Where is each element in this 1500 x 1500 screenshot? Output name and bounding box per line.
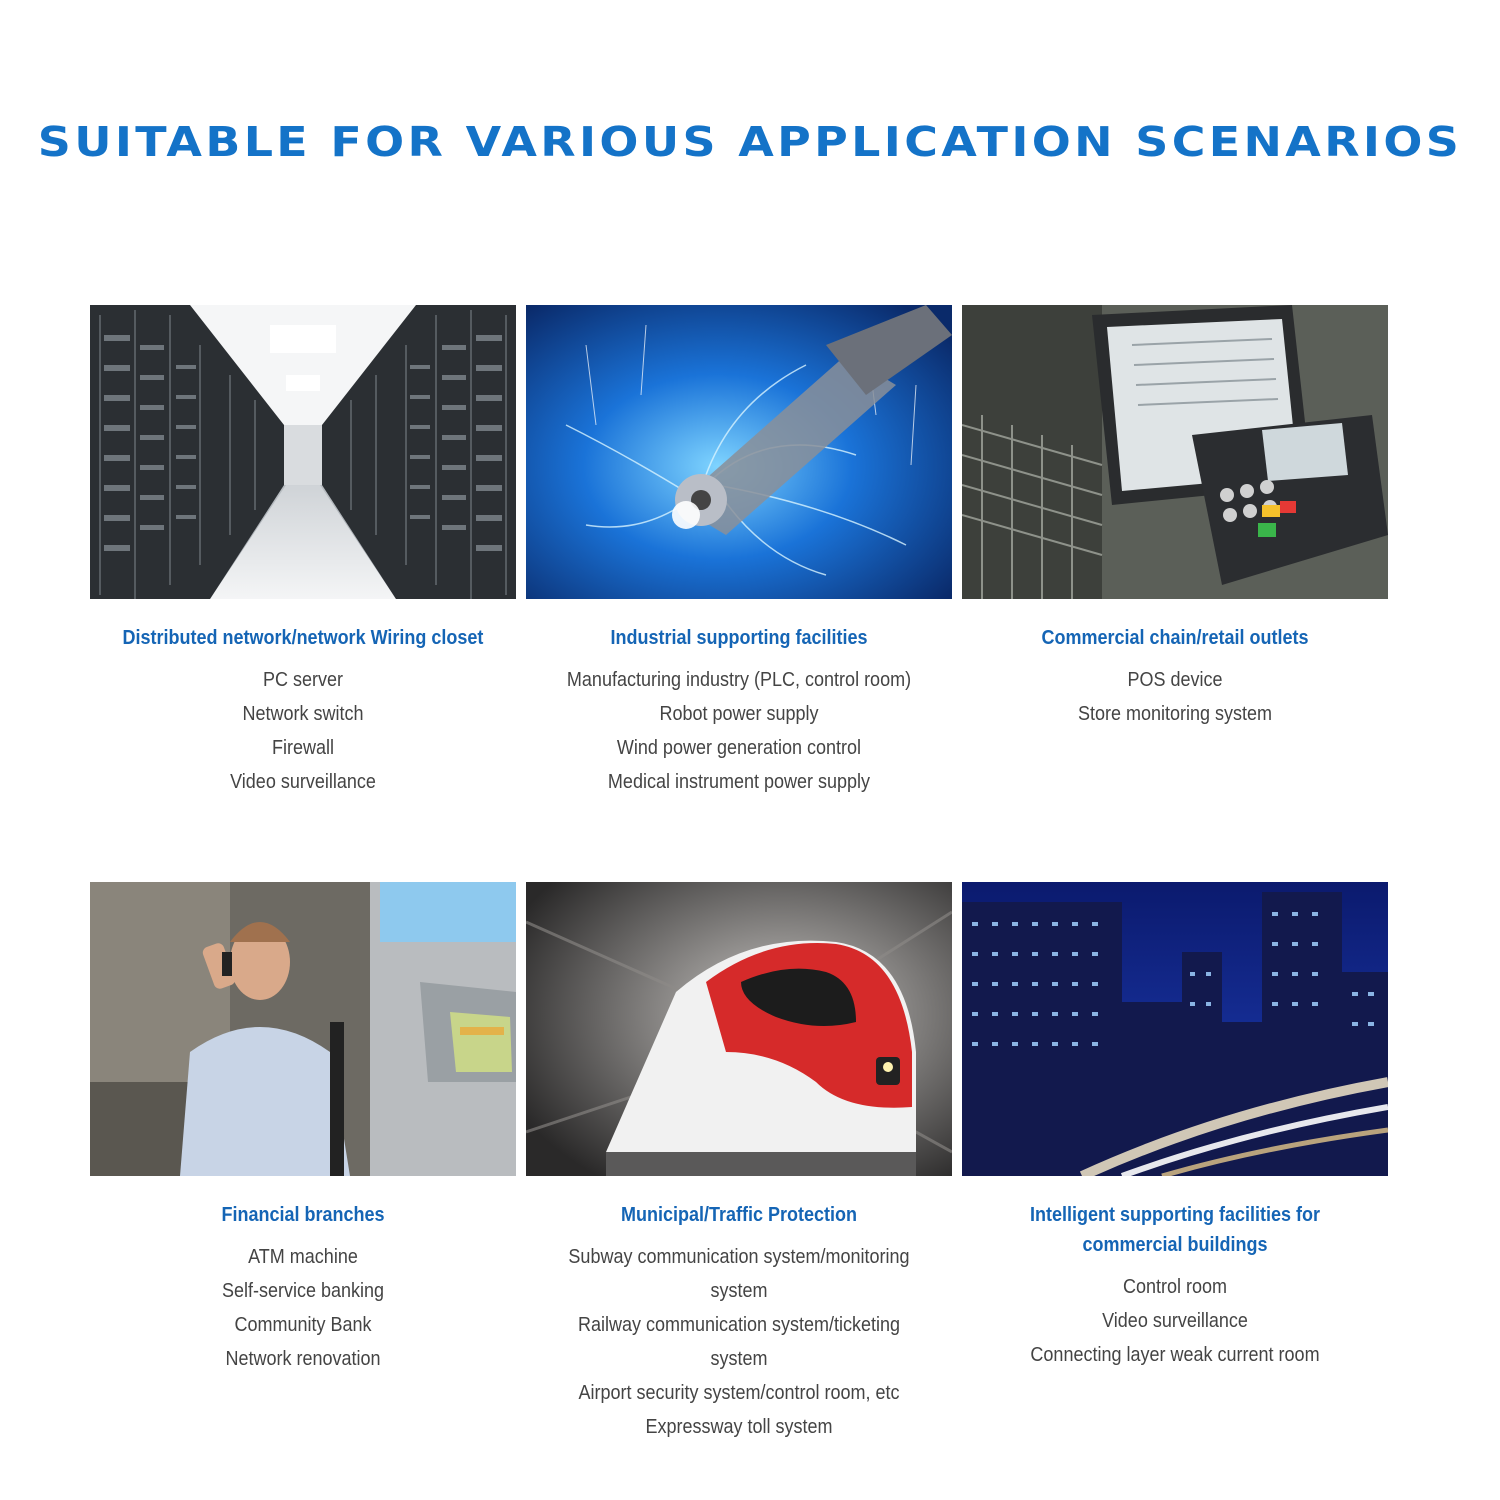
page-title: SUITABLE FOR VARIOUS APPLICATION SCENARIOS — [37, 118, 1463, 166]
list-item: Robot power supply — [659, 703, 819, 725]
list-item: Wind power generation control — [616, 737, 862, 759]
scenario-title: Distributed network/network Wiring closet — [122, 627, 484, 649]
scenario-card-industrial — [526, 305, 952, 799]
list-item: Store monitoring system — [1077, 703, 1273, 725]
scenario-title: Financial branches — [221, 1204, 385, 1226]
list-item: PC server — [262, 669, 344, 691]
pos-terminal-photo — [962, 305, 1388, 599]
scenario-card-retail — [962, 305, 1388, 731]
industrial-welding-photo — [526, 305, 952, 599]
list-item: Control room — [1122, 1276, 1228, 1298]
scenario-card-network — [90, 305, 516, 799]
scenario-title: Municipal/Traffic Protection — [620, 1204, 858, 1226]
city-skyline-photo — [962, 882, 1388, 1176]
list-item: Community Bank — [234, 1314, 372, 1336]
list-item: Network switch — [242, 703, 364, 725]
scenario-title: Intelligent supporting facilities for commercial buildings — [1029, 1204, 1321, 1256]
scenario-item-list — [962, 663, 1388, 731]
list-item: Network renovation — [225, 1348, 381, 1370]
list-item: ATM machine — [248, 1246, 358, 1268]
list-item: Railway communication system/ticketing system — [577, 1314, 901, 1370]
list-item: Video surveillance — [1102, 1310, 1248, 1332]
scenario-card-buildings — [962, 882, 1388, 1372]
list-item: Connecting layer weak current room — [1030, 1344, 1320, 1366]
list-item: Airport security system/control room, etc — [578, 1382, 900, 1404]
scenario-card-financial — [90, 882, 516, 1376]
scenario-item-list — [526, 1240, 952, 1444]
scenario-item-list — [962, 1270, 1388, 1372]
high-speed-train-photo — [526, 882, 952, 1176]
scenario-item-list — [90, 1240, 516, 1376]
list-item: Medical instrument power supply — [607, 771, 871, 793]
scenario-title: Commercial chain/retail outlets — [1041, 627, 1309, 649]
list-item: Video surveillance — [230, 771, 376, 793]
server-room-photo — [90, 305, 516, 599]
list-item: Expressway toll system — [645, 1416, 833, 1438]
list-item: Self-service banking — [221, 1280, 385, 1302]
list-item: Subway communication system/monitoring system — [568, 1246, 910, 1302]
list-item: Manufacturing industry (PLC, control room) — [566, 669, 912, 691]
list-item: Firewall — [271, 737, 335, 759]
scenario-item-list — [526, 663, 952, 799]
list-item: POS device — [1127, 669, 1223, 691]
scenario-title: Industrial supporting facilities — [610, 627, 868, 649]
atm-banking-photo — [90, 882, 516, 1176]
scenario-item-list — [90, 663, 516, 799]
scenario-card-traffic — [526, 882, 952, 1444]
